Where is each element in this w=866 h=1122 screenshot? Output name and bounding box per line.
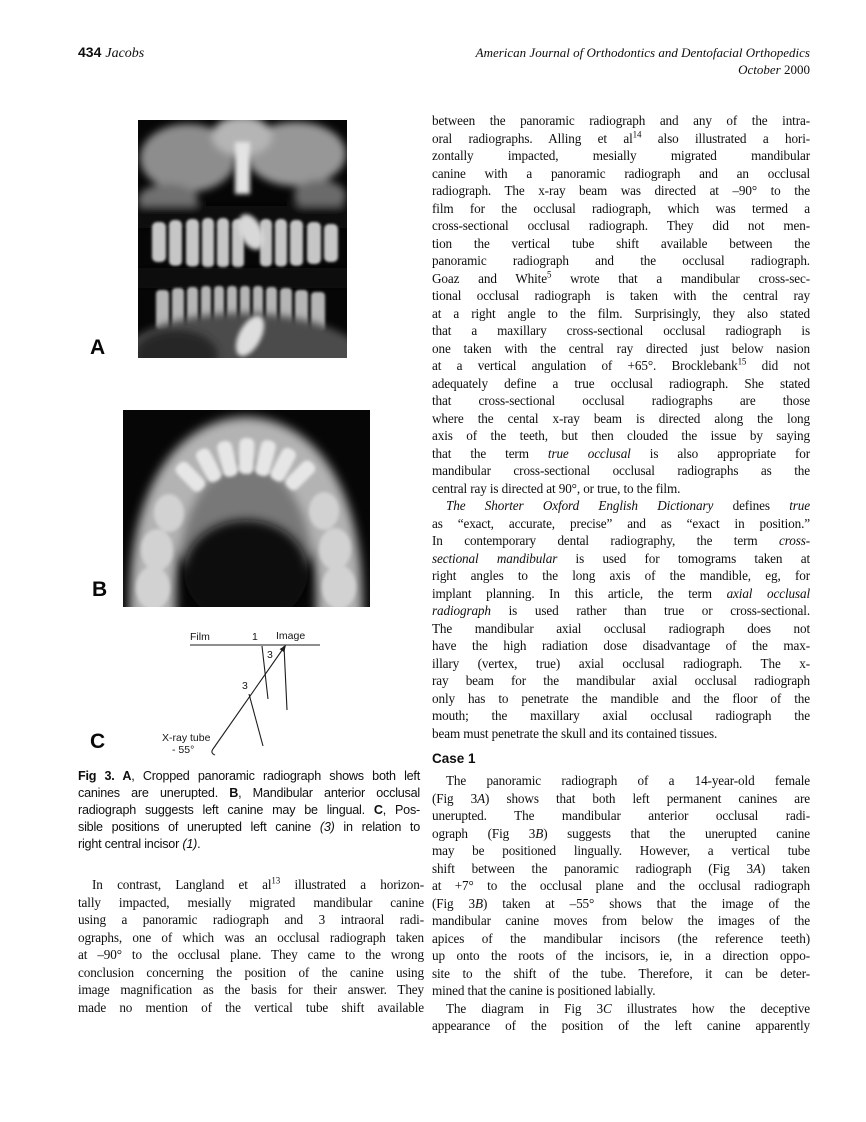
text-line: canines are unerupted. B, Mandibular anterior occlusal: [78, 786, 420, 800]
text-line: ograph (Fig 3B) suggests that the unerupted canine: [432, 825, 810, 841]
text-line: illary (vertex, true) axial occlusal radiograph. The x-: [432, 655, 810, 671]
text-line: up onto the roots of the incisors, ie, in a direction oppo-: [432, 948, 810, 963]
tube-shift-diagram: [150, 623, 330, 758]
xray-beam-line: [213, 646, 285, 749]
issue-year: 2000: [784, 62, 810, 77]
text-line: The diagram in Fig 3C illustrates how the deceptive: [446, 1000, 810, 1016]
text-line: only has to penetrate the mandible and the floor of the: [432, 690, 810, 706]
text-line: The panoramic radiograph of a 14-year-old female: [446, 773, 810, 788]
text-line: canine with a panoramic radiograph and an occlusal: [432, 165, 810, 181]
text-line: have the high radiation dose disadvantage of the max-: [432, 638, 810, 653]
case-1-heading: Case 1: [432, 751, 476, 766]
text-line: radiograph suggests left canine may be lingual. C, Pos-: [78, 803, 420, 817]
tooth-position-line-3: [249, 694, 263, 746]
text-line: ographs, one of which was an occlusal radiograph taken: [78, 929, 424, 945]
running-head-right: [360, 44, 810, 78]
text-line: may be positioned lingually. However, a vertical tube: [432, 843, 810, 858]
xray-tube-label: X-ray tube: [162, 732, 211, 744]
text-line: axis of the teeth, but then clouded the issue by saying: [432, 428, 810, 443]
text-line: at –90° to the occlusal plane. They came to the wrong: [78, 947, 424, 962]
tooth-position-line-2: [284, 646, 287, 710]
text-line: site to the shift of the tube. Therefore, it can be deter-: [432, 965, 810, 981]
journal-title: American Journal of Orthodontics and Dentofacial Orthopedics: [475, 45, 810, 60]
text-line: radiograph. The x-ray beam was directed at –90° to the: [432, 183, 810, 198]
figure-a-panoramic-radiograph: [138, 120, 347, 363]
text-line: conclusion concerning the position of the canine using: [78, 964, 424, 980]
text-line: Goaz and White$^5$ wrote that a mandibular cross-sec-: [432, 269, 810, 286]
text-line: at a right angle to the film. Surprisingly, they also stated: [432, 305, 810, 321]
text-line: that a maxillary cross-sectional occlusal radiograph is: [432, 323, 810, 338]
text-line: using a panoramic radiograph and 3 intraoral radi-: [78, 912, 424, 927]
text-line: tion the vertical tube shift available between the: [432, 235, 810, 251]
right-column-paragraph-2: [432, 497, 810, 742]
text-line: cross-sectional occlusal radiograph. They did not men-: [432, 218, 810, 233]
right-column: [432, 112, 810, 1035]
text-line: tional occlusal radiograph is taken with the central ray: [432, 288, 810, 303]
figure-b-label: B: [92, 578, 108, 601]
text-line: that cross-sectional occlusal radiographs are those: [432, 393, 810, 408]
text-line: shift between the panoramic radiograph (Fig 3A) taken: [432, 860, 810, 876]
text-line: right central incisor (1).: [78, 837, 201, 851]
right-column-paragraph-3: [432, 772, 810, 1000]
text-line: at +7° to the occlusal plane and the occlusal radiograph: [432, 878, 810, 893]
text-line: central ray is directed at 90°, or true, to the film.: [432, 480, 681, 496]
text-line: apices of the mandibular incisors (the reference teeth): [432, 930, 810, 946]
author-name: Jacobs: [105, 46, 145, 61]
text-line: mouth; the maxillary axial occlusal radiograph the: [432, 708, 810, 723]
right-column-paragraph-1: [432, 112, 810, 497]
film-label: Film: [190, 631, 210, 643]
text-line: mandibular cross-sectional occlusal radiographs as the: [432, 463, 810, 478]
incisor-number-label: 1: [252, 631, 258, 643]
right-column-paragraph-4: [432, 1000, 810, 1035]
text-line: oral radiographs. Alling et $al^{14}$ also illustrated a hori-: [432, 129, 811, 146]
text-line: The Shorter Oxford English Dictionary defines true: [446, 498, 810, 513]
figure-c-label: C: [90, 730, 106, 753]
text-line: at a vertical angulation of +65°. Brocklebank$^{15}$ did not: [432, 356, 810, 373]
text-line: unerupted. The mandibular anterior occlusal radi-: [432, 808, 810, 823]
beam-arrowhead: [280, 645, 286, 652]
text-line: made no mention of the vertical tube shift available: [78, 999, 424, 1015]
text-line: implant planning. In this article, the term axial occlusal: [432, 585, 811, 601]
text-line: appearance of the position of the left canine apparently: [432, 1018, 810, 1033]
text-line: panoramic radiograph and the occlusal radiograph.: [432, 253, 810, 268]
text-line: (Fig 3A) shows that both left permanent canines are: [432, 790, 810, 806]
tube-hook: [212, 749, 215, 755]
text-line: Fig 3. A, Cropped panoramic radiograph shows both left: [78, 769, 420, 783]
issue-month: October: [738, 62, 781, 77]
text-line: image magnification as the basis for their answer. They: [78, 982, 424, 997]
text-line: (Fig 3B) taken at –55° shows that the image of the: [432, 895, 811, 911]
figure-a-label: A: [90, 336, 106, 359]
text-line: beam must penetrate the skull and its contained tissues.: [432, 725, 718, 741]
text-line: In contrast, Langland et $al^{13}$ illustrated a horizon-: [92, 875, 425, 892]
angle-label: - 55°: [172, 744, 195, 756]
text-line: The mandibular axial occlusal radiograph does not: [432, 620, 810, 636]
text-line: between the panoramic radiograph and any of the intra-: [432, 113, 810, 128]
text-line: zontally impacted, mesially migrated mandibular: [432, 148, 810, 163]
image-label: Image: [276, 630, 306, 642]
text-line: film for the occlusal radiograph, which was termed a: [432, 200, 810, 216]
canine-number-upper-label: 3: [267, 649, 273, 661]
text-line: mandibular canine moves from below the images of the: [432, 913, 810, 928]
text-line: sible positions of unerupted left canine (3) in relation to: [78, 820, 420, 834]
running-head-left: [78, 44, 144, 62]
left-column-text: [78, 876, 424, 1016]
text-line: where the cental x-ray beam is directed along the long: [432, 410, 810, 426]
page-number: 434: [78, 44, 102, 60]
panoramic-radiograph-image: [138, 120, 347, 358]
text-line: as “exact, accurate, precise” and as “exact in position.”: [432, 515, 810, 531]
text-line: one taken with the central ray directed just below nasion: [432, 340, 810, 356]
figure-c-diagram: [150, 623, 330, 763]
text-line: radiograph is used rather than true or cross-sectional.: [432, 603, 810, 618]
canine-number-lower-label: 3: [242, 680, 248, 692]
text-line: adequately define a true occlusal radiograph. She stated: [432, 375, 810, 391]
issue-date: [360, 61, 810, 78]
text-line: mined that the canine is positioned labially.: [432, 983, 656, 998]
text-line: In contemporary dental radiography, the term cross-: [432, 533, 810, 548]
figure-caption: [78, 768, 420, 853]
text-line: ray beam for the mandibular axial occlusal radiograph: [432, 673, 810, 688]
text-line: tally impacted, mesially migrated mandibular canine: [78, 894, 424, 910]
text-line: sectional mandibular is used for tomograms taken at: [432, 550, 810, 566]
figure-b-occlusal-radiograph: [123, 410, 370, 612]
text-line: that the term true occlusal is also appropriate for: [432, 445, 810, 461]
occlusal-radiograph-image: [123, 410, 370, 607]
text-line: right angles to the long axis of the mandible, eg, for: [432, 568, 810, 583]
